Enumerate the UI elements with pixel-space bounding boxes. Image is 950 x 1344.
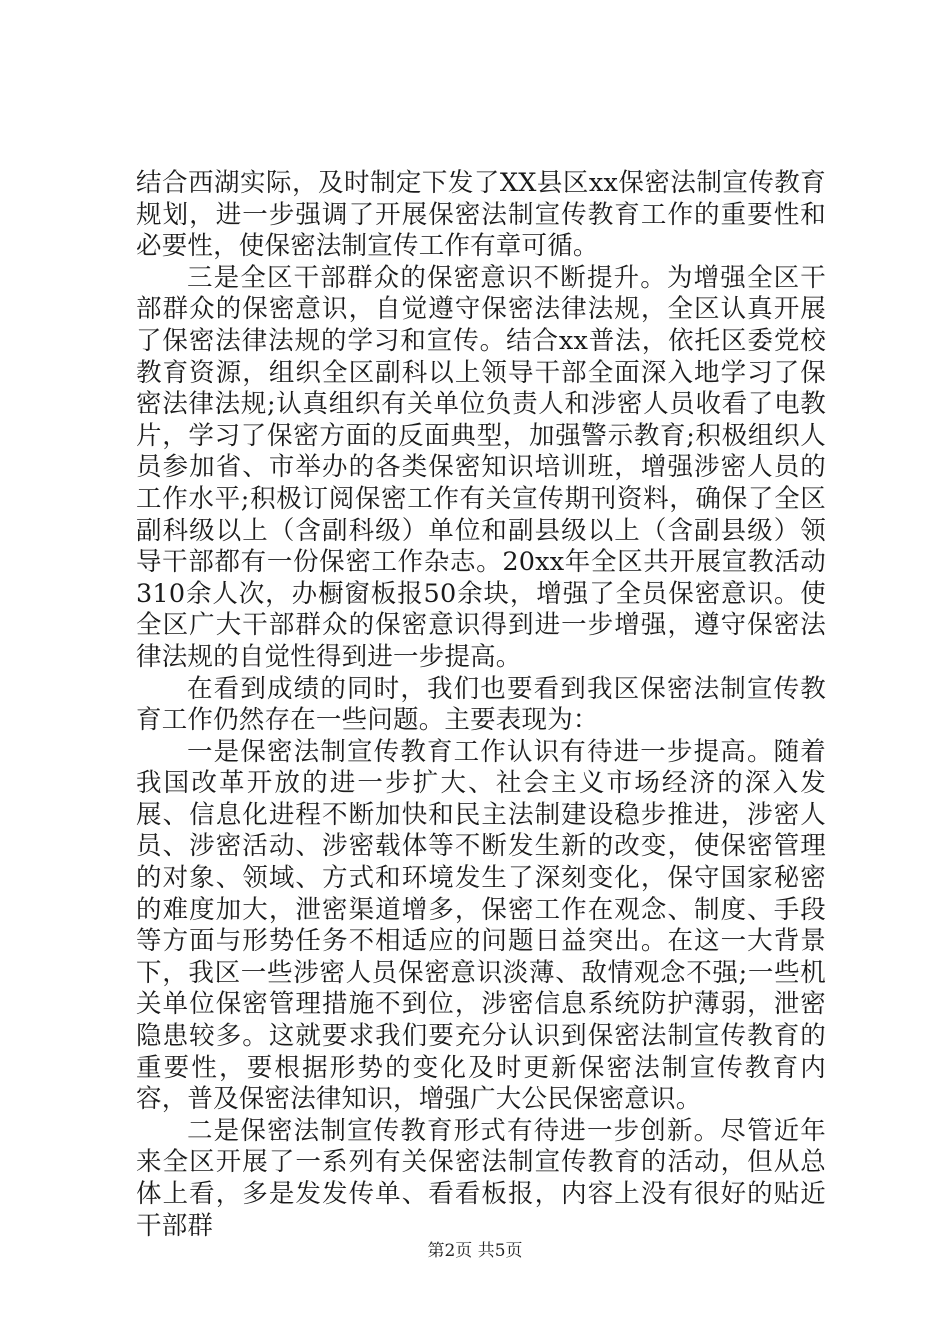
paragraph-continuation: 结合西湖实际，及时制定下发了XX县区xx保密法制宣传教育规划，进一步强调了开展保密法制宣传教育工作的重要性和必要性，使保密法制宣传工作有章可循。: [136, 168, 826, 262]
page-number-footer: 第2页 共5页: [427, 1241, 523, 1261]
paragraph-problems-intro: 在看到成绩的同时，我们也要看到我区保密法制宣传教育工作仍然存在一些问题。主要表现为：: [136, 673, 826, 736]
document-body: [136, 168, 826, 1242]
paragraph-problem-two: 二是保密法制宣传教育形式有待进一步创新。尽管近年来全区开展了一系列有关保密法制宣传教育的活动，但从总体上看，多是发发传单、看看板报，内容上没有很好的贴近干部群: [136, 1115, 826, 1241]
paragraph-problem-one: 一是保密法制宣传教育工作认识有待进一步提高。随着我国改革开放的进一步扩大、社会主义市场经济的深入发展、信息化进程不断加快和民主法制建设稳步推进，涉密人员、涉密活动、涉密载体等不断发生新的改变，使保密管理的对象、领域、方式和环境发生了深刻变化，保守国家秘密的难度加大，泄密渠道增多，保密工作在观念、制度、手段等方面与形势任务不相适应的问题日益突出。在这一大背景下，我区一些涉密人员保密意识淡薄、敌情观念不强;一些机关单位保密管理措施不到位，涉密信息系统防护薄弱，泄密隐患较多。这就要求我们要充分认识到保密法制宣传教育的重要性，要根据形势的变化及时更新保密法制宣传教育内容，普及保密法律知识，增强广大公民保密意识。: [136, 736, 826, 1115]
paragraph-awareness: 三是全区干部群众的保密意识不断提升。为增强全区干部群众的保密意识，自觉遵守保密法律法规，全区认真开展了保密法律法规的学习和宣传。结合xx普法，依托区委党校教育资源，组织全区副科以上领导干部全面深入地学习了保密法律法规;认真组织有关单位负责人和涉密人员收看了电教片，学习了保密方面的反面典型，加强警示教育;积极组织人员参加省、市举办的各类保密知识培训班，增强涉密人员的工作水平;积极订阅保密工作有关宣传期刊资料，确保了全区副科级以上（含副科级）单位和副县级以上（含副县级）领导干部都有一份保密工作杂志。20xx年全区共开展宣教活动310余人次，办橱窗板报50余块，增强了全员保密意识。使全区广大干部群众的保密意识得到进一步增强，遵守保密法律法规的自觉性得到进一步提高。: [136, 262, 826, 672]
